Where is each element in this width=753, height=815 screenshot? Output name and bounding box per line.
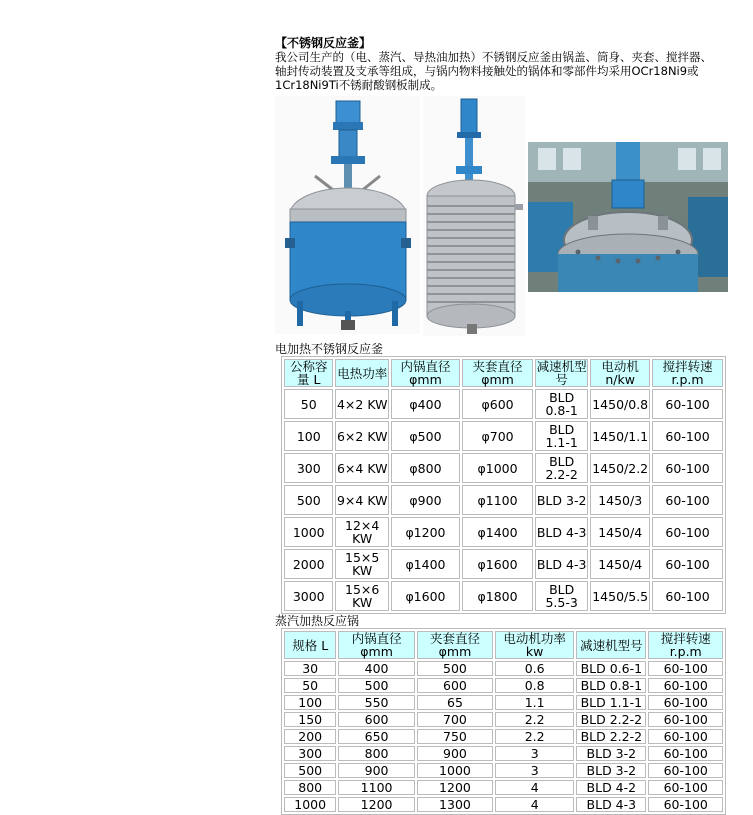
table-cell: 12×4 KW <box>335 517 388 547</box>
column-header: 电动机 n/kw <box>590 359 650 387</box>
table-row <box>284 695 723 710</box>
table-cell: BLD 3-2 <box>576 763 646 778</box>
table-cell: 600 <box>417 678 493 693</box>
table-cell: 4×2 KW <box>335 389 388 419</box>
table-cell: 1000 <box>284 517 333 547</box>
table-cell: 65 <box>417 695 493 710</box>
table-cell: 1450/4 <box>590 549 650 579</box>
table1-title: 电加热不锈钢反应釜 <box>275 342 384 356</box>
product-section <box>275 36 725 815</box>
table-cell: 300 <box>284 453 333 483</box>
table-cell: φ1100 <box>462 485 533 515</box>
table-cell: 60-100 <box>652 581 723 611</box>
table-row <box>284 729 723 744</box>
table-cell: 1450/1.1 <box>590 421 650 451</box>
column-header: 夹套直径 φmm <box>417 631 493 659</box>
table-cell: 900 <box>338 763 414 778</box>
column-header: 搅拌转速 r.p.m <box>652 359 723 387</box>
table-cell: 9×4 KW <box>335 485 388 515</box>
table-cell: 100 <box>284 421 333 451</box>
table-cell: 1450/4 <box>590 517 650 547</box>
table-cell: 60-100 <box>648 695 723 710</box>
table-cell: φ1600 <box>391 581 460 611</box>
column-header: 规格 L <box>284 631 336 659</box>
table-row <box>284 797 723 812</box>
steam-reactor-spec-table <box>281 628 726 815</box>
table-cell: 3 <box>495 763 574 778</box>
table-cell: φ1600 <box>462 549 533 579</box>
table-cell: φ400 <box>391 389 460 419</box>
table-cell: φ1000 <box>462 453 533 483</box>
column-header: 夹套直径 φmm <box>462 359 533 387</box>
table-row <box>284 389 723 419</box>
table-cell: 300 <box>284 746 336 761</box>
column-header: 内锅直径 φmm <box>391 359 460 387</box>
table-cell: 60-100 <box>652 485 723 515</box>
table-row <box>284 763 723 778</box>
table-cell: 60-100 <box>652 549 723 579</box>
table-cell: BLD 5.5-3 <box>535 581 588 611</box>
column-header: 搅拌转速 r.p.m <box>648 631 723 659</box>
table-cell: 6×4 KW <box>335 453 388 483</box>
table-cell: 50 <box>284 678 336 693</box>
electric-reactor-spec-table <box>281 356 726 614</box>
table-cell: φ900 <box>391 485 460 515</box>
table-row <box>284 661 723 676</box>
table-cell: φ1800 <box>462 581 533 611</box>
intro-paragraph: 我公司生产的（电、蒸汽、导热油加热）不锈钢反应釜由锅盖、筒身、夹套、搅拌器、轴封传动装置及支承等组成，与锅内物料接触处的锅体和零部件均采用OCr18Ni9或1Cr18Ni9Ti不锈耐酸钢板制成。 <box>275 50 712 92</box>
table-cell: 60-100 <box>648 780 723 795</box>
table-cell: 700 <box>417 712 493 727</box>
table-cell: BLD 3-2 <box>535 485 588 515</box>
table-row <box>284 746 723 761</box>
table-cell: 1.1 <box>495 695 574 710</box>
table-cell: BLD 3-2 <box>576 746 646 761</box>
table-cell: BLD 1.1-1 <box>576 695 646 710</box>
column-header: 减速机型号 <box>576 631 646 659</box>
table-row <box>284 712 723 727</box>
table-cell: BLD 2.2-2 <box>576 712 646 727</box>
table-cell: 60-100 <box>648 678 723 693</box>
table-cell: 1450/5.5 <box>590 581 650 611</box>
table-cell: φ600 <box>462 389 533 419</box>
table-cell: 60-100 <box>648 763 723 778</box>
table-cell: 50 <box>284 389 333 419</box>
table-cell: 1450/0.8 <box>590 389 650 419</box>
product-photos <box>275 96 725 342</box>
table-cell: 600 <box>338 712 414 727</box>
table-row <box>284 517 723 547</box>
table-cell: 60-100 <box>648 729 723 744</box>
table-cell: 2.2 <box>495 729 574 744</box>
column-header: 内锅直径 φmm <box>338 631 414 659</box>
table-cell: 15×5 KW <box>335 549 388 579</box>
table-cell: 1450/2.2 <box>590 453 650 483</box>
column-header: 减速机型号 <box>536 359 587 387</box>
table-cell: BLD 0.8-1 <box>576 678 646 693</box>
table-cell: 60-100 <box>648 661 723 676</box>
table-cell: 60-100 <box>648 746 723 761</box>
column-header: 电热功率 <box>335 359 388 387</box>
table-cell: 60-100 <box>652 389 723 419</box>
table-cell: BLD 2.2-2 <box>576 729 646 744</box>
table-row <box>284 485 723 515</box>
table-cell: 750 <box>417 729 493 744</box>
table-cell: 800 <box>284 780 336 795</box>
table-cell: BLD 2.2-2 <box>535 453 588 483</box>
table-cell: 900 <box>417 746 493 761</box>
table-cell: BLD 4-3 <box>535 549 588 579</box>
table-cell: 500 <box>338 678 414 693</box>
table-cell: 500 <box>284 485 333 515</box>
table-cell: 30 <box>284 661 336 676</box>
table-cell: 15×6 KW <box>335 581 388 611</box>
table-row <box>284 581 723 611</box>
table-row <box>284 780 723 795</box>
table-cell: 200 <box>284 729 336 744</box>
table-cell: 3000 <box>284 581 333 611</box>
table-cell: 1000 <box>417 763 493 778</box>
table-cell: φ800 <box>391 453 460 483</box>
table-cell: BLD 4-3 <box>576 797 646 812</box>
table-cell: 4 <box>495 797 574 812</box>
table-cell: 60-100 <box>652 453 723 483</box>
table-cell: 0.8 <box>495 678 574 693</box>
table-cell: 500 <box>284 763 336 778</box>
table-cell: 2000 <box>284 549 333 579</box>
table-cell: 1450/3 <box>590 485 650 515</box>
table2-header-row <box>284 631 723 659</box>
coiled-reactor-photo <box>423 96 525 336</box>
table-cell: 3 <box>495 746 574 761</box>
table-cell: BLD 0.8-1 <box>535 389 588 419</box>
table-cell: φ1400 <box>391 549 460 579</box>
table-cell: 400 <box>338 661 414 676</box>
table-cell: 1100 <box>338 780 414 795</box>
table-cell: 2.2 <box>495 712 574 727</box>
blue-reactor-photo <box>275 96 420 334</box>
table2-title: 蒸汽加热反应锅 <box>275 614 360 628</box>
table-cell: 1200 <box>338 797 414 812</box>
table-cell: 60-100 <box>652 421 723 451</box>
section-heading: 【不锈钢反应釜】 <box>275 36 372 50</box>
table-cell: φ1200 <box>391 517 460 547</box>
table-cell: 550 <box>338 695 414 710</box>
table-row <box>284 421 723 451</box>
table-cell: 0.6 <box>495 661 574 676</box>
table-cell: φ1400 <box>462 517 533 547</box>
table-cell: BLD 1.1-1 <box>535 421 588 451</box>
table-cell: 1300 <box>417 797 493 812</box>
table-cell: 650 <box>338 729 414 744</box>
column-header: 电动机功率 kw <box>495 631 574 659</box>
table-cell: 500 <box>417 661 493 676</box>
table-cell: 60-100 <box>648 797 723 812</box>
table-cell: 60-100 <box>652 517 723 547</box>
column-header: 公称容量 L <box>284 359 333 387</box>
table-cell: BLD 4-3 <box>535 517 588 547</box>
table-cell: BLD 0.6-1 <box>576 661 646 676</box>
table-row <box>284 549 723 579</box>
table-cell: 6×2 KW <box>335 421 388 451</box>
table-cell: 4 <box>495 780 574 795</box>
table1-header-row <box>284 359 723 387</box>
table-cell: 800 <box>338 746 414 761</box>
table-row <box>284 678 723 693</box>
table-cell: 100 <box>284 695 336 710</box>
table-cell: 1000 <box>284 797 336 812</box>
table-cell: φ700 <box>462 421 533 451</box>
table-cell: 1200 <box>417 780 493 795</box>
table-cell: 60-100 <box>648 712 723 727</box>
table-cell: BLD 4-2 <box>576 780 646 795</box>
table-row <box>284 453 723 483</box>
factory-reactor-photo <box>528 142 728 292</box>
table-cell: φ500 <box>391 421 460 451</box>
table-cell: 150 <box>284 712 336 727</box>
